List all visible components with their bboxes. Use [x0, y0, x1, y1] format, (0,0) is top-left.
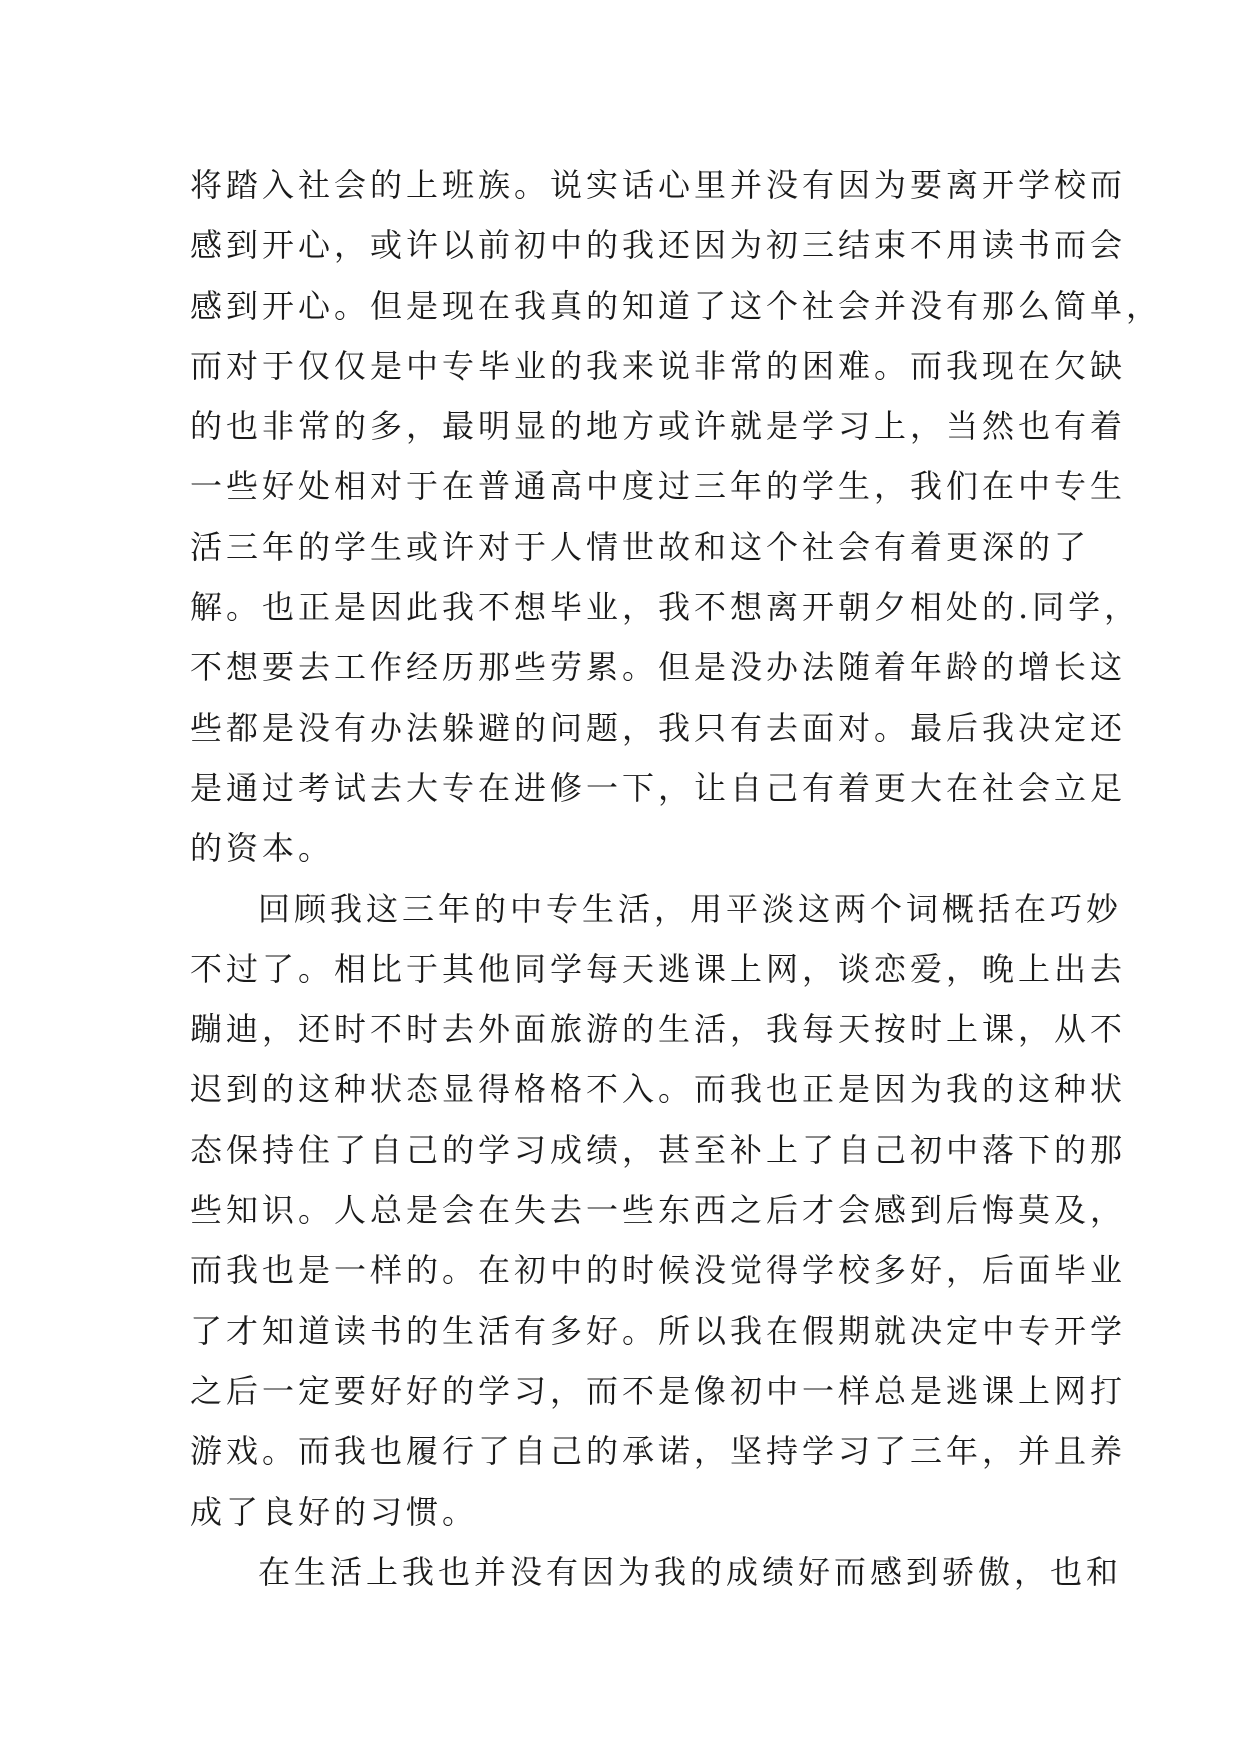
text-line: 的资本。 — [190, 829, 335, 868]
text-line: 一些好处相对于在普通高中度过三年的学生，我们在中专生 — [190, 467, 1127, 506]
text-line: 蹦迪，还时不时去外面旅游的生活，我每天按时上课，从不 — [190, 1010, 1127, 1049]
paragraph-3 — [190, 1542, 1123, 1602]
text-line: 而对于仅仅是中专毕业的我来说非常的困难。而我现在欠缺 — [190, 346, 1127, 385]
paragraph-1 — [190, 155, 1163, 879]
body-text — [190, 155, 1163, 1602]
text-line: 而我也是一样的。在初中的时候没觉得学校多好，后面毕业 — [190, 1251, 1127, 1290]
text-line: 在生活上我也并没有因为我的成绩好而感到骄傲，也和 — [258, 1552, 1123, 1591]
text-line: 不过了。相比于其他同学每天逃课上网，谈恋爱，晚上出去 — [190, 949, 1127, 988]
text-line: 迟到的这种状态显得格格不入。而我也正是因为我的这种状 — [190, 1070, 1127, 1109]
paragraph-2 — [190, 879, 1127, 1542]
text-line: 态保持住了自己的学习成绩，甚至补上了自己初中落下的那 — [190, 1130, 1127, 1169]
text-line: 之后一定要好好的学习，而不是像初中一样总是逃课上网打 — [190, 1371, 1127, 1410]
text-line: 活三年的学生或许对于人情世故和这个社会有着更深的了 — [190, 527, 1091, 566]
text-line: 感到开心。但是现在我真的知道了这个社会并没有那么简单， — [190, 286, 1163, 325]
text-line: 解。也正是因此我不想毕业，我不想离开朝夕相处的.同学， — [190, 588, 1141, 627]
text-line: 游戏。而我也履行了自己的承诺，坚持学习了三年，并且养 — [190, 1432, 1127, 1471]
text-line: 是通过考试去大专在进修一下，让自己有着更大在社会立足 — [190, 768, 1127, 807]
text-line: 了才知道读书的生活有多好。所以我在假期就决定中专开学 — [190, 1311, 1127, 1350]
text-line: 些都是没有办法躲避的问题，我只有去面对。最后我决定还 — [190, 708, 1127, 747]
text-line: 的也非常的多，最明显的地方或许就是学习上，当然也有着 — [190, 407, 1127, 446]
text-line: 感到开心，或许以前初中的我还因为初三结束不用读书而会 — [190, 226, 1127, 265]
text-line: 回顾我这三年的中专生活，用平淡这两个词概括在巧妙 — [258, 889, 1123, 928]
text-line: 些知识。人总是会在失去一些东西之后才会感到后悔莫及， — [190, 1191, 1127, 1230]
text-line: 成了良好的习惯。 — [190, 1492, 479, 1531]
text-line: 将踏入社会的上班族。说实话心里并没有因为要离开学校而 — [190, 166, 1127, 204]
text-line: 不想要去工作经历那些劳累。但是没办法随着年龄的增长这 — [190, 648, 1127, 687]
